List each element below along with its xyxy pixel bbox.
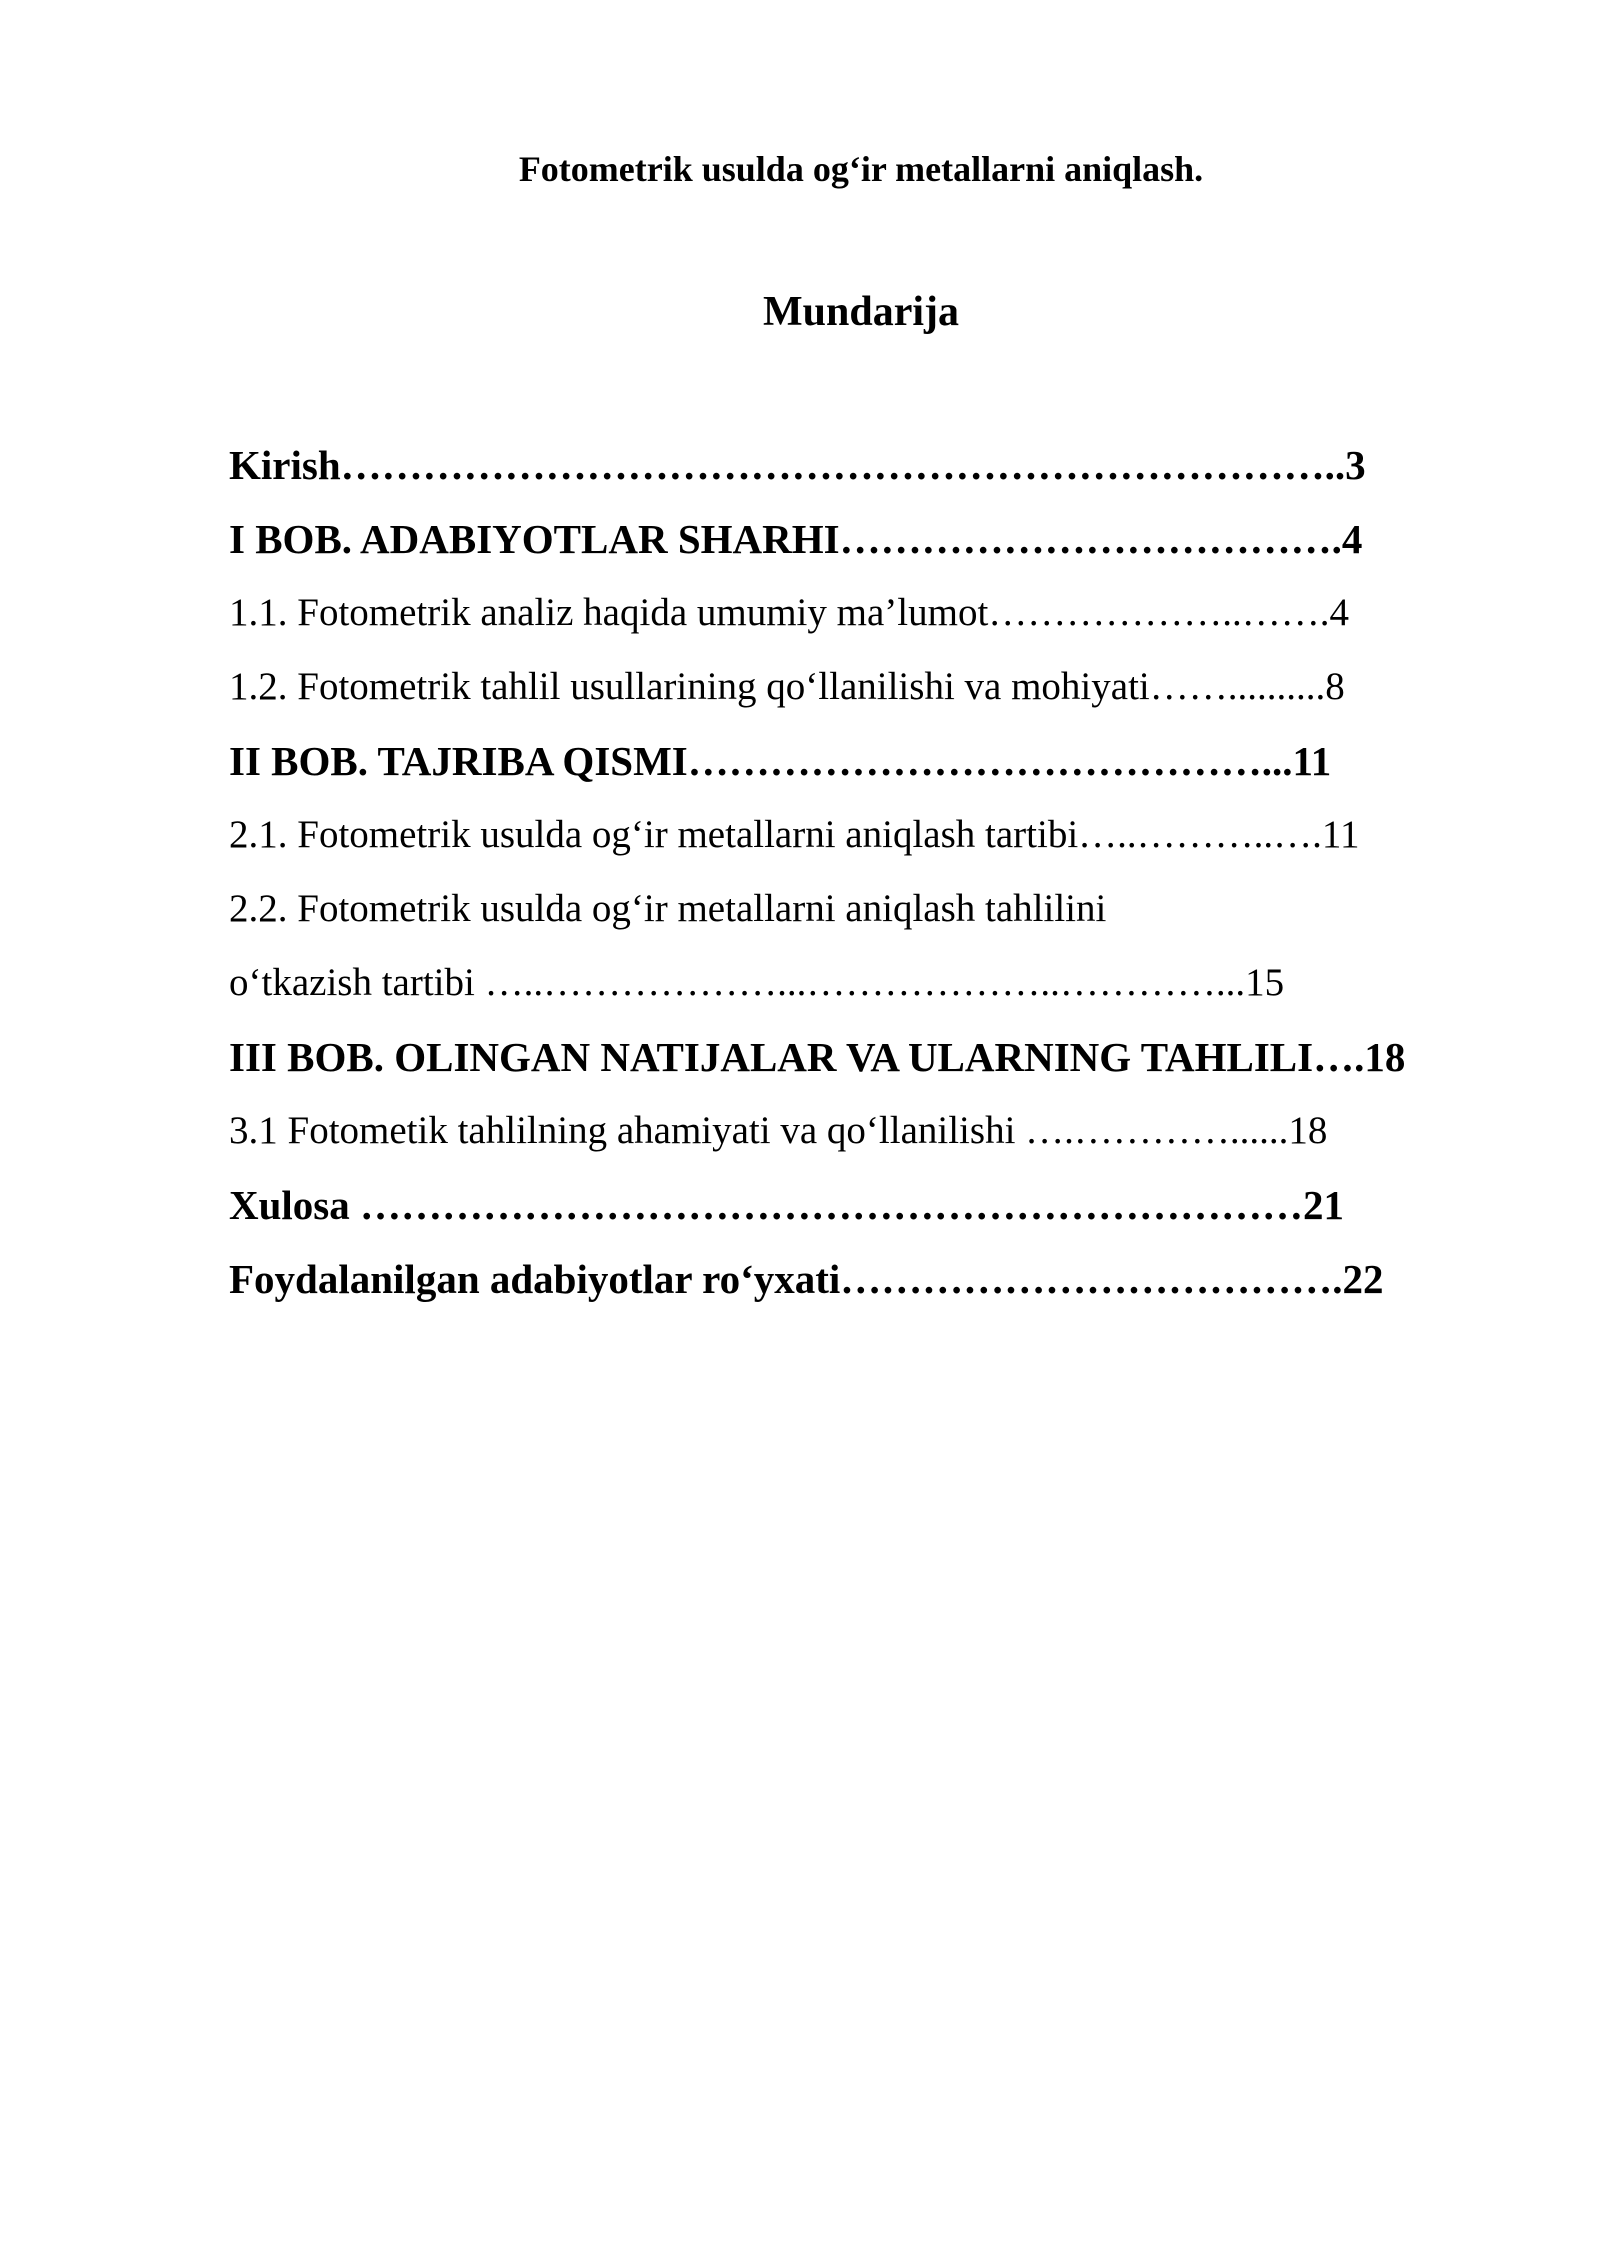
toc-entry-kirish: Kirish………………………………………………………………..3 [229, 442, 1366, 488]
toc-entry-chapter-3: III BOB. OLINGAN NATIJALAR VA ULARNING TAHLILI….18 [229, 1034, 1406, 1080]
toc-entry-section-3-1: 3.1 Fotometik tahlilning ahamiyati va qo‘llanilishi ….…………......18 [229, 1109, 1328, 1152]
toc-entry-section-2-1: 2.1. Fotometrik usulda og‘ir metallarni aniqlash tartibi…..………..….11 [229, 813, 1360, 856]
toc-entry-xulosa: Xulosa ……………………………………………………………21 [229, 1182, 1345, 1228]
toc-heading: Mundarija [762, 289, 959, 335]
toc-entry-section-2-2: 2.2. Fotometrik usulda og‘ir metallarni aniqlash tahlilini [229, 887, 1107, 930]
toc-entry-section-1-1: 1.1. Fotometrik analiz haqida umumiy ma’lumot………………..…….4 [229, 591, 1350, 634]
toc-entry-section-2-2-cont: o‘tkazish tartibi …..………………...………………..…………...15 [229, 961, 1285, 1004]
document-title: Fotometrik usulda og‘ir metallarni aniqlash. [518, 149, 1204, 189]
toc-entry-section-1-2: 1.2. Fotometrik tahlil usullarining qo‘llanilishi va mohiyati……..........8 [229, 665, 1345, 708]
toc-entry-references: Foydalanilgan adabiyotlar ro‘yxati……………………………….22 [229, 1256, 1384, 1302]
toc-entry-chapter-1: I BOB. ADABIYOTLAR SHARHI……………………………….4 [229, 516, 1363, 562]
toc-entry-chapter-2: II BOB. TAJRIBA QISMI……………………………………...11 [229, 738, 1332, 784]
